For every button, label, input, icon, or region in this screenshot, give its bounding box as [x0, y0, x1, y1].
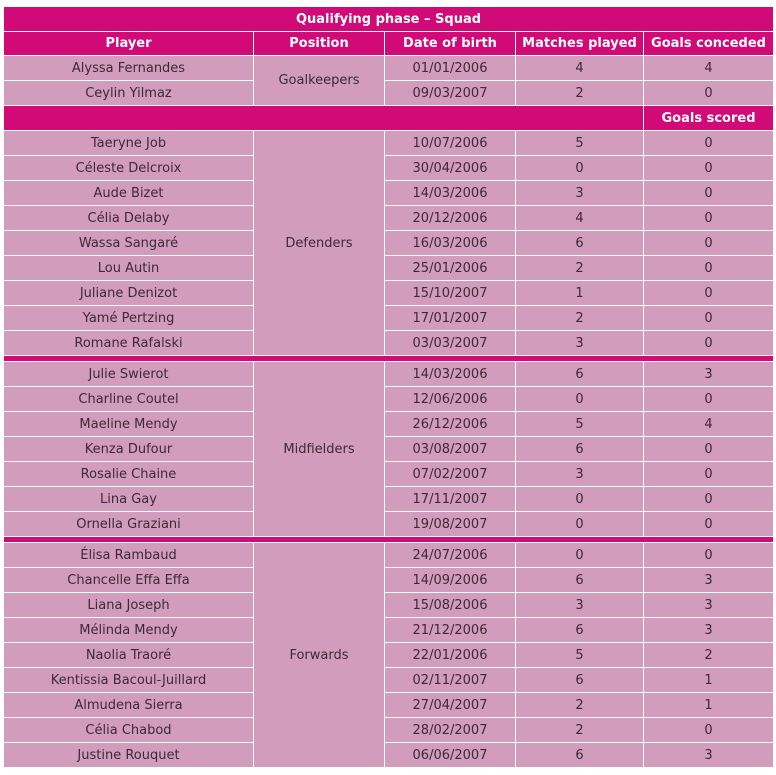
- position-group-forwards: Forwards: [254, 543, 385, 768]
- date-of-birth: 20/12/2006: [385, 206, 516, 231]
- date-of-birth: 02/11/2007: [385, 668, 516, 693]
- goals-scored: 4: [644, 412, 774, 437]
- date-of-birth: 17/01/2007: [385, 306, 516, 331]
- matches-played: 4: [516, 56, 644, 81]
- date-of-birth: 14/09/2006: [385, 568, 516, 593]
- header-goals-scored: Goals scored: [644, 106, 774, 131]
- goals-scored: 0: [644, 387, 774, 412]
- date-of-birth: 16/03/2006: [385, 231, 516, 256]
- date-of-birth: 27/04/2007: [385, 693, 516, 718]
- table-row: [4, 331, 774, 356]
- matches-played: 3: [516, 593, 644, 618]
- header-player: Player: [4, 32, 254, 56]
- date-of-birth: 15/08/2006: [385, 593, 516, 618]
- table-row: [4, 643, 774, 668]
- position-group-defenders: Defenders: [254, 131, 385, 356]
- table-row: [4, 281, 774, 306]
- matches-played: 0: [516, 156, 644, 181]
- date-of-birth: 25/01/2006: [385, 256, 516, 281]
- player-name: Liana Joseph: [4, 593, 254, 618]
- position-group-midfielders: Midfielders: [254, 362, 385, 537]
- player-name: Lina Gay: [4, 487, 254, 512]
- matches-played: 0: [516, 512, 644, 537]
- header-position: Position: [254, 32, 385, 56]
- goals-scored: 3: [644, 568, 774, 593]
- player-name: Juliane Denizot: [4, 281, 254, 306]
- table-row: [4, 668, 774, 693]
- goals-scored: 0: [644, 131, 774, 156]
- matches-played: 3: [516, 181, 644, 206]
- matches-played: 6: [516, 743, 644, 768]
- goals-conceded: 4: [644, 56, 774, 81]
- table-row: [4, 56, 774, 81]
- matches-played: 3: [516, 462, 644, 487]
- player-name: Naolia Traoré: [4, 643, 254, 668]
- table-row: [4, 231, 774, 256]
- date-of-birth: 07/02/2007: [385, 462, 516, 487]
- matches-played: 6: [516, 568, 644, 593]
- goals-scored: 0: [644, 181, 774, 206]
- table-row: [4, 487, 774, 512]
- table-row: [4, 512, 774, 537]
- player-name: Almudena Sierra: [4, 693, 254, 718]
- date-of-birth: 19/08/2007: [385, 512, 516, 537]
- date-of-birth: 10/07/2006: [385, 131, 516, 156]
- player-name: Ornella Graziani: [4, 512, 254, 537]
- date-of-birth: 14/03/2006: [385, 181, 516, 206]
- matches-played: 6: [516, 362, 644, 387]
- table-row: [4, 306, 774, 331]
- goals-scored: 0: [644, 437, 774, 462]
- forwards-group: [4, 537, 774, 768]
- player-name: Aude Bizet: [4, 181, 254, 206]
- player-name: Chancelle Effa Effa: [4, 568, 254, 593]
- goals-scored: 2: [644, 643, 774, 668]
- table-row: [4, 256, 774, 281]
- player-name: Maeline Mendy: [4, 412, 254, 437]
- player-name: Élisa Rambaud: [4, 543, 254, 568]
- table-row: [4, 462, 774, 487]
- goals-scored: 3: [644, 618, 774, 643]
- position-group-goalkeepers: Goalkeepers: [254, 56, 385, 106]
- date-of-birth: 14/03/2006: [385, 362, 516, 387]
- date-of-birth: 12/06/2006: [385, 387, 516, 412]
- table-row: [4, 718, 774, 743]
- goals-scored: 3: [644, 593, 774, 618]
- date-of-birth: 21/12/2006: [385, 618, 516, 643]
- goals-scored: 3: [644, 743, 774, 768]
- matches-played: 6: [516, 668, 644, 693]
- matches-played: 5: [516, 131, 644, 156]
- midfielders-group: [4, 356, 774, 537]
- goals-scored: 0: [644, 306, 774, 331]
- goals-scored: 1: [644, 668, 774, 693]
- subheader-spacer: [4, 106, 644, 131]
- matches-played: 2: [516, 718, 644, 743]
- date-of-birth: 24/07/2006: [385, 543, 516, 568]
- player-name: Kentissia Bacoul-Juillard: [4, 668, 254, 693]
- goals-scored: 0: [644, 718, 774, 743]
- matches-played: 3: [516, 331, 644, 356]
- date-of-birth: 17/11/2007: [385, 487, 516, 512]
- matches-played: 0: [516, 543, 644, 568]
- table-row: [4, 81, 774, 106]
- table-row: [4, 437, 774, 462]
- table-title: Qualifying phase – Squad: [4, 7, 774, 32]
- player-name: Célia Chabod: [4, 718, 254, 743]
- player-name: Ceylin Yilmaz: [4, 81, 254, 106]
- matches-played: 5: [516, 412, 644, 437]
- table-row: [4, 362, 774, 387]
- goals-scored: 0: [644, 543, 774, 568]
- header-date-of-birth: Date of birth: [385, 32, 516, 56]
- matches-played: 0: [516, 387, 644, 412]
- matches-played: 6: [516, 231, 644, 256]
- goals-scored: 0: [644, 462, 774, 487]
- date-of-birth: 01/01/2006: [385, 56, 516, 81]
- date-of-birth: 09/03/2007: [385, 81, 516, 106]
- defenders-group: [4, 131, 774, 356]
- goals-scored: 0: [644, 281, 774, 306]
- table-row: [4, 568, 774, 593]
- goals-scored: 0: [644, 256, 774, 281]
- matches-played: 6: [516, 618, 644, 643]
- squad-table: [3, 6, 774, 768]
- goals-conceded: 0: [644, 81, 774, 106]
- table-row: [4, 131, 774, 156]
- goals-scored: 0: [644, 512, 774, 537]
- header-goals-conceded: Goals conceded: [644, 32, 774, 56]
- table-row: [4, 618, 774, 643]
- title-row: [4, 7, 774, 32]
- matches-played: 2: [516, 693, 644, 718]
- header-matches-played: Matches played: [516, 32, 644, 56]
- player-name: Alyssa Fernandes: [4, 56, 254, 81]
- date-of-birth: 03/08/2007: [385, 437, 516, 462]
- matches-played: 0: [516, 487, 644, 512]
- table-row: [4, 206, 774, 231]
- goals-scored-header-row: [4, 106, 774, 131]
- date-of-birth: 28/02/2007: [385, 718, 516, 743]
- player-name: Yamé Pertzing: [4, 306, 254, 331]
- goals-scored: 0: [644, 206, 774, 231]
- table-row: [4, 743, 774, 768]
- date-of-birth: 06/06/2007: [385, 743, 516, 768]
- matches-played: 5: [516, 643, 644, 668]
- table-row: [4, 412, 774, 437]
- player-name: Justine Rouquet: [4, 743, 254, 768]
- matches-played: 1: [516, 281, 644, 306]
- goals-scored: 0: [644, 231, 774, 256]
- player-name: Mélinda Mendy: [4, 618, 254, 643]
- player-name: Lou Autin: [4, 256, 254, 281]
- player-name: Romane Rafalski: [4, 331, 254, 356]
- table-row: [4, 593, 774, 618]
- player-name: Célia Delaby: [4, 206, 254, 231]
- player-name: Charline Coutel: [4, 387, 254, 412]
- date-of-birth: 03/03/2007: [385, 331, 516, 356]
- goals-scored: 0: [644, 156, 774, 181]
- matches-played: 4: [516, 206, 644, 231]
- player-name: Céleste Delcroix: [4, 156, 254, 181]
- matches-played: 6: [516, 437, 644, 462]
- date-of-birth: 15/10/2007: [385, 281, 516, 306]
- matches-played: 2: [516, 306, 644, 331]
- table-row: [4, 181, 774, 206]
- matches-played: 2: [516, 81, 644, 106]
- goals-scored: 0: [644, 331, 774, 356]
- matches-played: 2: [516, 256, 644, 281]
- table-row: [4, 156, 774, 181]
- date-of-birth: 30/04/2006: [385, 156, 516, 181]
- table-row: [4, 693, 774, 718]
- player-name: Rosalie Chaine: [4, 462, 254, 487]
- goals-scored: 1: [644, 693, 774, 718]
- player-name: Kenza Dufour: [4, 437, 254, 462]
- player-name: Taeryne Job: [4, 131, 254, 156]
- table-row: [4, 387, 774, 412]
- player-name: Wassa Sangaré: [4, 231, 254, 256]
- player-name: Julie Swierot: [4, 362, 254, 387]
- header-row: [4, 32, 774, 56]
- goals-scored: 3: [644, 362, 774, 387]
- date-of-birth: 22/01/2006: [385, 643, 516, 668]
- date-of-birth: 26/12/2006: [385, 412, 516, 437]
- table-row: [4, 543, 774, 568]
- goals-scored: 0: [644, 487, 774, 512]
